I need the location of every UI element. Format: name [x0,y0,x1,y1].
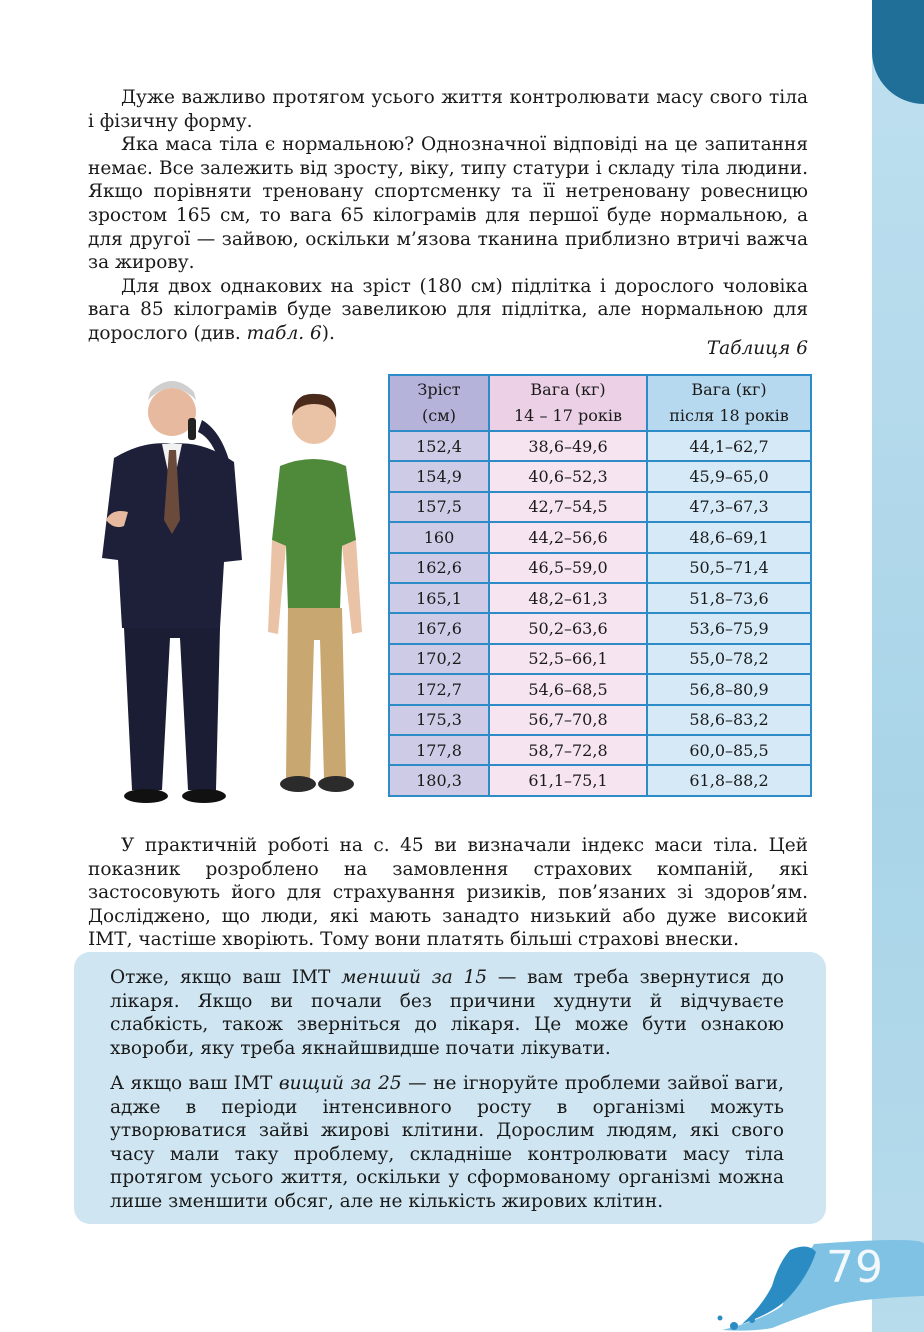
note-2-emphasis: вищий за 25 [278,1073,402,1094]
outro-paragraph: У практичній роботі на с. 45 ви визначали індекс маси тіла. Цей показник розроблено на замовлення страхових компаній, які застосовують його для страхування ризиків, пов’язаних зі здоров’ям. Досліджено, що люди, які мають занадто низький або дуже високий ІМТ, частіше хворіють. Тому вони платять більші страхові внески. [88,835,808,951]
height-cell: 180,3 [389,765,489,795]
height-cell: 170,2 [389,644,489,674]
height-cell: 172,7 [389,674,489,704]
intro-paragraph-3-start: Для двох однакових на зріст (180 см) підлітка і дорослого чоловіка вага 85 кілограмів буде завеликою для підлітка, але нормальною для дорослого (див. [88,275,808,344]
outro-text [88,834,808,952]
note-1-start: Отже, якщо ваш ІМТ [110,967,342,988]
table-row [389,735,811,765]
adult-weight-cell: 61,8–88,2 [647,765,811,795]
note-1-end: — вам треба звернутися до лікаря. Якщо ви почали без причини худнути й відчуваєте слабкість, також зверніться до лікаря. Це може бути ознакою хвороби, яку треба якнайшвидше почати лікувати. [110,967,785,1059]
teen-weight-cell: 40,6–52,3 [489,461,647,491]
table-row [389,644,811,674]
intro-paragraph-1: Дуже важливо протягом усього життя контролювати масу свого тіла і фізичну форму. [88,87,808,132]
table-row [389,522,811,552]
teen-weight-cell: 56,7–70,8 [489,705,647,735]
adult-weight-cell: 58,6–83,2 [647,705,811,735]
adult-weight-cell: 60,0–85,5 [647,735,811,765]
header-weight-adult-line-2: після 18 років [669,406,789,425]
table-row [389,461,811,491]
header-weight-adult-line-1: Вага (кг) [691,380,767,399]
adult-weight-cell: 51,8–73,6 [647,583,811,613]
intro-text [88,86,808,346]
adult-weight-cell: 50,5–71,4 [647,553,811,583]
height-cell: 175,3 [389,705,489,735]
header-weight-adult [647,375,811,431]
adult-weight-cell: 45,9–65,0 [647,461,811,491]
teen-weight-cell: 48,2–61,3 [489,583,647,613]
teen-weight-cell: 54,6–68,5 [489,674,647,704]
adult-weight-cell: 48,6–69,1 [647,522,811,552]
header-weight-teen-line-1: Вага (кг) [530,380,606,399]
intro-paragraph-3 [88,275,808,346]
teen-weight-cell: 50,2–63,6 [489,613,647,643]
adult-man-figure [102,381,242,803]
table-row [389,492,811,522]
adult-weight-cell: 55,0–78,2 [647,644,811,674]
teen-weight-cell: 52,5–66,1 [489,644,647,674]
table-reference: табл. 6 [246,322,322,344]
adult-weight-cell: 47,3–67,3 [647,492,811,522]
height-cell: 167,6 [389,613,489,643]
height-cell: 162,6 [389,553,489,583]
table-row [389,553,811,583]
teen-weight-cell: 58,7–72,8 [489,735,647,765]
teen-weight-cell: 42,7–54,5 [489,492,647,522]
adult-weight-cell: 44,1–62,7 [647,431,811,461]
table-row [389,705,811,735]
height-cell: 165,1 [389,583,489,613]
note-2-end: — не ігноруйте проблеми зайвої ваги, адже в періоди інтенсивного росту в організмі можуть утворюватися зайві жирові клітини. Дорослим людям, які свого часу мали таку проблему, складніше контролювати масу тіла протягом усього життя, оскільки у сформованому організмі можна лише зменшити обсяг, але не кількість жирових клітин. [110,1073,784,1212]
corner-splash-decoration [712,1236,924,1332]
table-row [389,431,811,461]
table-header-row [389,375,811,431]
table-caption: Таблиця 6 [706,338,808,359]
header-height [389,375,489,431]
height-cell: 177,8 [389,735,489,765]
height-weight-table [388,374,812,797]
table-row [389,583,811,613]
table-row [389,765,811,795]
height-cell: 157,5 [389,492,489,522]
height-cell: 160 [389,522,489,552]
note-paragraph-2 [110,1072,784,1214]
table-row [389,674,811,704]
teen-weight-cell: 38,6–49,6 [489,431,647,461]
adult-weight-cell: 53,6–75,9 [647,613,811,643]
teen-weight-cell: 46,5–59,0 [489,553,647,583]
header-weight-teen-line-2: 14 – 17 років [514,406,622,425]
height-cell: 152,4 [389,431,489,461]
teen-figure [268,394,362,792]
page-number: 79 [826,1242,884,1293]
intro-paragraph-2: Яка маса тіла є нормальною? Однозначної відповіді на це запитання немає. Все залежить від зросту, віку, типу статури і складу тіла людини. Якщо порівняти треновану спортсменку та її нетреновану ровесницю зростом 165 см, то вага 65 кілограмів для першої буде нормальною, а для другої — зайвою, оскільки м’язова тканина приблизно втричі важча за жирову. [88,134,808,274]
table-row [389,613,811,643]
note-paragraph-1 [110,966,784,1060]
header-weight-teen [489,375,647,431]
note-1-emphasis: менший за 15 [341,967,488,988]
teen-weight-cell: 61,1–75,1 [489,765,647,795]
note-2-start: А якщо ваш ІМТ [110,1073,279,1094]
intro-paragraph-3-end: ). [321,322,335,344]
man-and-teen-illustration [84,370,386,812]
side-decor-strip [872,0,924,1332]
header-height-line-2: (см) [422,406,456,425]
header-height-line-1: Зріст [417,380,461,399]
teen-weight-cell: 44,2–56,6 [489,522,647,552]
adult-weight-cell: 56,8–80,9 [647,674,811,704]
height-cell: 154,9 [389,461,489,491]
